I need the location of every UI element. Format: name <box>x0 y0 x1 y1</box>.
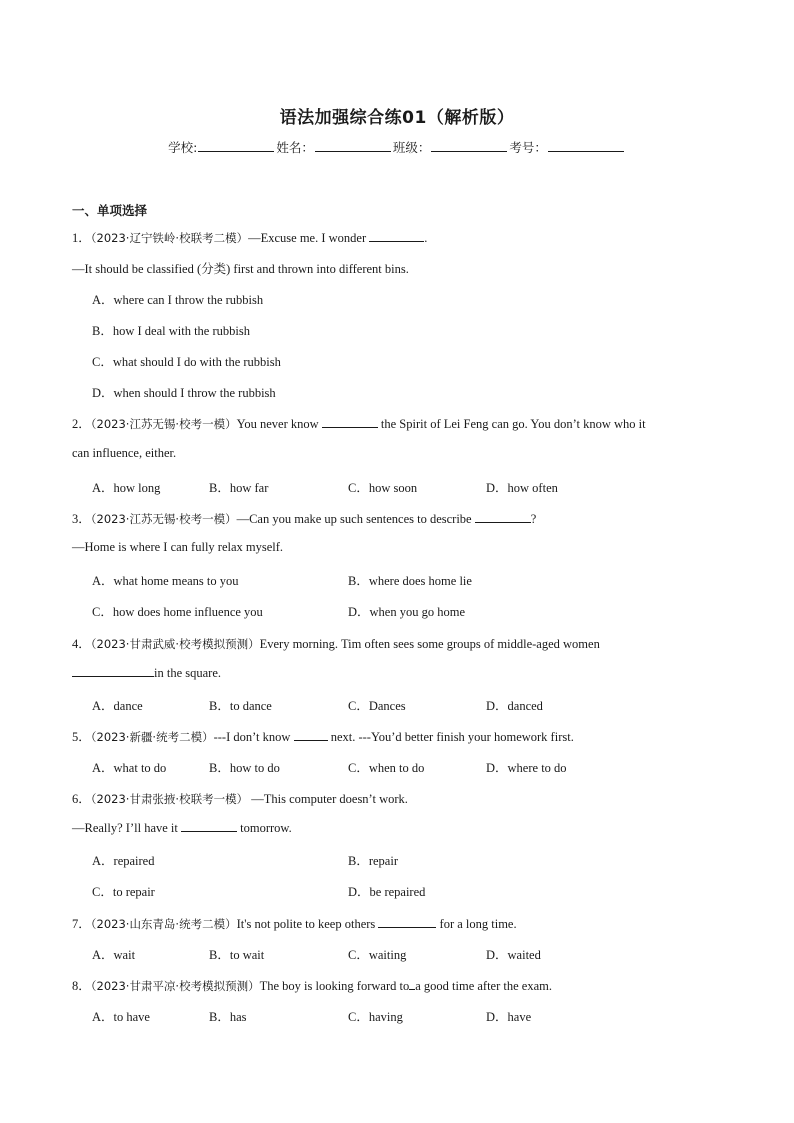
option-a <box>92 851 154 869</box>
question-text: the Spirit of Lei Feng can go. You don’t know who it <box>377 417 646 431</box>
question-3-line2: —Home is where I can fully relax myself. <box>72 540 284 554</box>
option-label: C． <box>348 481 369 495</box>
option-text: when to do <box>368 761 425 775</box>
option-text: Dances <box>368 699 406 713</box>
question-5-stem <box>72 727 574 745</box>
answer-blank <box>475 511 531 523</box>
question-6-stem <box>72 789 408 807</box>
option-c <box>92 602 263 620</box>
option-text: how far <box>229 481 269 495</box>
question-source: （2023·辽宁铁岭·校联考二模） <box>90 231 249 245</box>
option-text: how soon <box>368 481 418 495</box>
option-label: C． <box>92 355 113 369</box>
option-label: C． <box>92 605 113 619</box>
question-6-line2 <box>72 820 292 836</box>
option-a <box>92 696 143 714</box>
question-text: The boy is looking forward to <box>259 979 410 993</box>
option-c <box>348 758 424 776</box>
question-number: 3． <box>72 512 91 526</box>
option-text: how long <box>113 481 161 495</box>
option-d <box>486 1007 531 1025</box>
question-text: —Really? I’ll have it <box>72 821 181 835</box>
question-text: It's not polite to keep others <box>236 917 379 931</box>
option-label: B． <box>209 481 230 495</box>
option-label: D． <box>92 386 114 400</box>
option-text: repaired <box>113 854 155 868</box>
page-title: 语法加强综合练01（解析版） <box>279 108 515 128</box>
question-source: （2023·山东青岛·统考二模） <box>90 917 237 931</box>
answer-blank <box>378 916 436 928</box>
question-4-stem <box>72 634 600 652</box>
option-label: A． <box>92 293 114 307</box>
option-c <box>348 696 406 714</box>
option-c <box>92 882 155 900</box>
option-label: B． <box>209 1010 230 1024</box>
option-b <box>209 1007 247 1025</box>
option-b <box>348 851 398 869</box>
answer-blank <box>369 230 424 242</box>
option-b <box>209 478 268 496</box>
option-a <box>92 571 239 589</box>
class-field <box>393 138 510 156</box>
option-d <box>486 696 543 714</box>
option-label: A． <box>92 761 114 775</box>
question-source: （2023·江苏无锡·校考一模） <box>90 512 237 526</box>
question-number: 4． <box>72 637 91 651</box>
number-blank <box>548 139 624 152</box>
question-1-line2: —It should be classified (分类) first and thrown into different bins. <box>72 262 409 276</box>
question-number: 2． <box>72 417 91 431</box>
option-text: where to do <box>507 761 567 775</box>
option-text: where does home lie <box>368 574 472 588</box>
question-source: （2023·新疆·统考二模） <box>90 730 214 744</box>
option-text: repair <box>368 854 398 868</box>
option-label: C． <box>348 948 369 962</box>
option-text: what home means to you <box>113 574 239 588</box>
answer-blank <box>294 729 328 741</box>
option-c <box>348 1007 403 1025</box>
number-label: 考号： <box>509 140 547 155</box>
question-text: next. ---You’d better finish your homework first. <box>327 730 574 744</box>
class-label: 班级： <box>392 140 431 155</box>
option-text: wait <box>113 948 136 962</box>
option-text: where can I throw the rubbish <box>113 293 264 307</box>
option-b <box>348 571 472 589</box>
question-text: in the square. <box>154 666 221 680</box>
option-text: has <box>229 1010 247 1024</box>
option-text: what should I do with the rubbish <box>112 355 281 369</box>
question-text: . <box>424 231 428 245</box>
question-text: tomorrow. <box>237 821 292 835</box>
option-d <box>348 602 465 620</box>
option-label: C． <box>348 699 369 713</box>
question-text: —This computer doesn’t work. <box>248 792 408 806</box>
question-number: 7． <box>72 917 91 931</box>
option-label: D． <box>486 699 508 713</box>
option-text: what to do <box>113 761 167 775</box>
option-text: when should I throw the rubbish <box>113 386 276 400</box>
option-text: how I deal with the rubbish <box>112 324 250 338</box>
answer-blank <box>322 416 378 428</box>
option-a <box>92 290 263 308</box>
option-label: B． <box>348 574 369 588</box>
answer-blank <box>181 820 237 832</box>
option-text: how often <box>507 481 558 495</box>
question-1-stem <box>72 228 427 246</box>
question-source: （2023·江苏无锡·校考一模） <box>90 417 237 431</box>
option-label: B． <box>209 699 230 713</box>
option-c <box>348 478 417 496</box>
question-text: ---I don’t know <box>213 730 294 744</box>
school-blank <box>198 139 274 152</box>
option-text: have <box>507 1010 532 1024</box>
option-d <box>486 945 541 963</box>
option-a <box>92 758 166 776</box>
option-text: waiting <box>368 948 407 962</box>
question-text: Every morning. Tim often sees some groups of middle-aged women <box>259 637 600 651</box>
option-text: waited <box>507 948 541 962</box>
option-text: when you go home <box>369 605 466 619</box>
option-label: D． <box>486 948 508 962</box>
option-b <box>209 945 264 963</box>
option-text: be repaired <box>369 885 426 899</box>
question-number: 5． <box>72 730 91 744</box>
number-field <box>509 138 626 156</box>
option-label: D． <box>348 885 370 899</box>
option-label: A． <box>92 948 114 962</box>
option-text: how does home influence you <box>112 605 263 619</box>
question-4-line2 <box>72 665 221 681</box>
question-number: 1． <box>72 231 91 245</box>
option-label: A． <box>92 854 114 868</box>
option-a <box>92 1007 150 1025</box>
option-label: A． <box>92 481 114 495</box>
option-text: danced <box>507 699 543 713</box>
option-label: D． <box>486 1010 508 1024</box>
option-label: C． <box>348 761 369 775</box>
option-label: C． <box>92 885 113 899</box>
option-b <box>209 696 272 714</box>
option-d <box>486 478 558 496</box>
option-label: A． <box>92 1010 114 1024</box>
question-text: a good time after the exam. <box>415 979 552 993</box>
option-text: dance <box>113 699 143 713</box>
option-d <box>348 882 425 900</box>
option-label: B． <box>209 948 230 962</box>
option-text: how to do <box>229 761 280 775</box>
option-text: having <box>368 1010 403 1024</box>
question-text: —Can you make up such sentences to describe <box>236 512 475 526</box>
option-a <box>92 945 135 963</box>
option-label: D． <box>486 761 508 775</box>
question-text: ? <box>530 512 537 526</box>
question-number: 6． <box>72 792 91 806</box>
answer-blank <box>72 665 154 677</box>
question-source: （2023·甘肃平凉·校考模拟预测） <box>90 979 260 993</box>
option-c <box>348 945 406 963</box>
option-label: D． <box>486 481 508 495</box>
option-a <box>92 478 160 496</box>
option-d <box>92 383 276 401</box>
option-text: to wait <box>229 948 265 962</box>
option-label: B． <box>348 854 369 868</box>
school-label: 学校: <box>168 140 198 155</box>
question-text: —Excuse me. I wonder <box>248 231 370 245</box>
option-text: to dance <box>229 699 272 713</box>
option-label: B． <box>209 761 230 775</box>
school-field <box>168 138 276 156</box>
question-2-stem <box>72 414 646 432</box>
option-text: to have <box>113 1010 150 1024</box>
option-label: D． <box>348 605 370 619</box>
option-label: A． <box>92 574 114 588</box>
option-label: A． <box>92 699 114 713</box>
question-source: （2023·甘肃张掖·校联考一模） <box>90 792 249 806</box>
option-c <box>92 352 281 370</box>
option-b <box>92 321 250 339</box>
question-8-stem <box>72 976 552 994</box>
student-info-row <box>0 138 794 156</box>
option-text: to repair <box>112 885 155 899</box>
option-label: B． <box>92 324 113 338</box>
name-field <box>276 138 393 156</box>
question-source: （2023·甘肃武威·校考模拟预测） <box>90 637 260 651</box>
name-label: 姓名： <box>276 140 314 155</box>
question-number: 8． <box>72 979 91 993</box>
option-b <box>209 758 280 776</box>
option-label: C． <box>348 1010 369 1024</box>
class-blank <box>431 139 507 152</box>
section-heading: 一、单项选择 <box>72 203 148 218</box>
question-text: You never know <box>236 417 322 431</box>
question-3-stem <box>72 509 536 527</box>
option-d <box>486 758 567 776</box>
name-blank <box>315 139 391 152</box>
question-7-stem <box>72 914 517 932</box>
question-2-line2: can influence, either. <box>72 446 177 460</box>
question-text: for a long time. <box>436 917 517 931</box>
